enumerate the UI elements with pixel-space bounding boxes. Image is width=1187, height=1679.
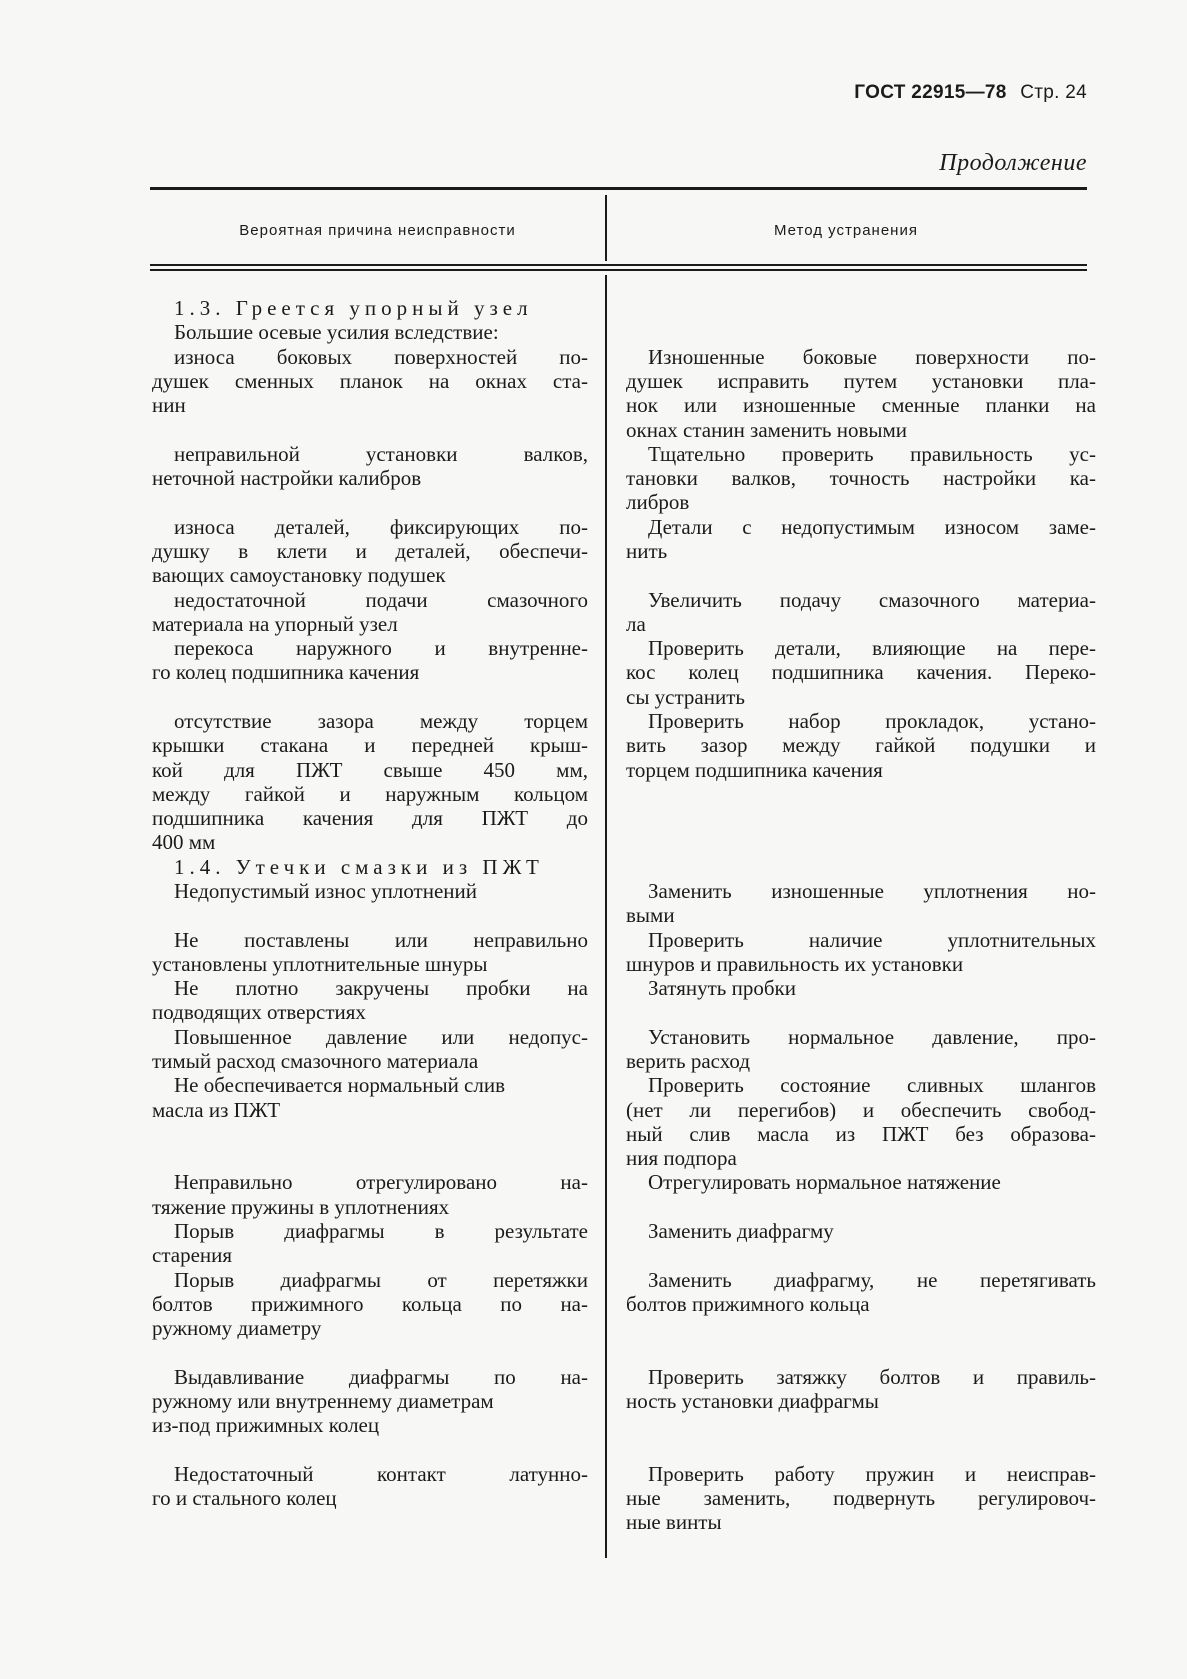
cause-line: Недопустимый износ уплотнений — [174, 879, 478, 903]
cause-line: неправильной установки валков, — [174, 442, 588, 466]
cause-line: Не плотно закручены пробки на — [174, 976, 588, 1000]
cause-line: Недостаточный контакт латунно- — [174, 1462, 588, 1486]
remedy-line: Заменить изношенные уплотнения но- — [648, 879, 1096, 903]
cause-line: Порыв диафрагмы от перетяжки — [174, 1268, 588, 1292]
cause-line: Не поставлены или неправильно — [174, 928, 588, 952]
remedy-line: Заменить диафрагму — [648, 1219, 834, 1243]
remedy-line: ния подпора — [626, 1146, 737, 1170]
remedy-line: (нет ли перегибов) и обеспечить свобод- — [626, 1098, 1096, 1122]
cause-line: тимый расход смазочного материала — [152, 1049, 479, 1073]
cause-line: кой для ПЖТ свыше 450 мм, — [152, 758, 588, 782]
cause-line: неточной настройки калибров — [152, 466, 422, 490]
cause-line: Не обеспечивается нормальный слив — [174, 1073, 506, 1097]
cause-line: вающих самоустановку подушек — [152, 563, 446, 587]
remedy-line: Затянуть пробки — [648, 976, 796, 1000]
remedy-line: болтов прижимного кольца — [626, 1292, 870, 1316]
remedy-line: ный слив масла из ПЖТ без образова- — [626, 1122, 1096, 1146]
cause-line: перекоса наружного и внутренне- — [174, 636, 588, 660]
remedy-line: Тщательно проверить правильность ус- — [648, 442, 1096, 466]
remedy-line: Проверить набор прокладок, устано- — [648, 709, 1096, 733]
cause-line: недостаточной подачи смазочного — [174, 588, 588, 612]
header-rule-lower — [150, 269, 1087, 271]
cause-line: тяжение пружины в уплотнениях — [152, 1195, 450, 1219]
remedy-line: Проверить наличие уплотнительных — [648, 928, 1096, 952]
remedy-line: кос колец подшипника качения. Переко- — [626, 660, 1096, 684]
cause-line: крышки стакана и передней крыш- — [152, 733, 588, 757]
remedy-line: тановки валков, точность настройки ка- — [626, 466, 1096, 490]
remedy-line: душек исправить путем установки пла- — [626, 369, 1096, 393]
cause-line: масла из ПЖТ — [152, 1098, 281, 1122]
remedy-line: ность установки диафрагмы — [626, 1389, 879, 1413]
remedy-line: выми — [626, 903, 675, 927]
cause-line: го и стального колец — [152, 1486, 337, 1510]
continuation-label: Продолжение — [939, 150, 1087, 176]
cause-line: Выдавливание диафрагмы по на- — [174, 1365, 588, 1389]
cause-line: болтов прижимного кольца по на- — [152, 1292, 588, 1316]
remedy-line: Детали с недопустимым износом заме- — [648, 515, 1096, 539]
cause-line: износа боковых поверхностей по- — [174, 345, 588, 369]
cause-line: износа деталей, фиксирующих по- — [174, 515, 588, 539]
cause-line: ружному диаметру — [152, 1316, 322, 1340]
header-rule-upper — [150, 264, 1087, 266]
cause-line: Большие осевые усилия вследствие: — [174, 320, 499, 344]
cause-line: душек сменных планок на окнах ста- — [152, 369, 588, 393]
remedy-line: ные заменить, подвернуть регулировоч- — [626, 1486, 1096, 1510]
cause-line: го колец подшипника качения — [152, 660, 420, 684]
cause-line: между гайкой и наружным кольцом — [152, 782, 588, 806]
page-number: Стр. 24 — [1020, 82, 1087, 103]
cause-line: материала на упорный узел — [152, 612, 398, 636]
remedy-line: ла — [626, 612, 646, 636]
cause-line: ружному или внутреннему диаметрам — [152, 1389, 494, 1413]
remedy-line: торцем подшипника качения — [626, 758, 883, 782]
column-header-cause: Вероятная причина неисправности — [239, 222, 516, 239]
cause-line: из-под прижимных колец — [152, 1413, 380, 1437]
cause-line: Порыв диафрагмы в результате — [174, 1219, 588, 1243]
section-heading-thrust-unit: 1.3. Греется упорный узел — [174, 296, 533, 320]
remedy-line: Проверить детали, влияющие на пере- — [648, 636, 1096, 660]
remedy-line: Заменить диафрагму, не перетягивать — [648, 1268, 1096, 1292]
cause-line: отсутствие зазора между торцем — [174, 709, 588, 733]
remedy-line: ные винты — [626, 1510, 722, 1534]
column-header-remedy: Метод устранения — [774, 222, 918, 239]
remedy-line: Увеличить подачу смазочного материа- — [648, 588, 1096, 612]
remedy-line: нок или изношенные сменные планки на — [626, 393, 1096, 417]
cause-line: установлены уплотнительные шнуры — [152, 952, 488, 976]
remedy-line: либров — [626, 490, 690, 514]
cause-line: нин — [152, 393, 186, 417]
remedy-line: окнах станин заменить новыми — [626, 418, 908, 442]
remedy-line: Изношенные боковые поверхности по- — [648, 345, 1096, 369]
cause-line: подводящих отверстиях — [152, 1000, 366, 1024]
remedy-line: нить — [626, 539, 668, 563]
remedy-line: верить расход — [626, 1049, 751, 1073]
cause-line: подшипника качения для ПЖТ до — [152, 806, 588, 830]
remedy-line: Проверить состояние сливных шлангов — [648, 1073, 1096, 1097]
document-code: ГОСТ 22915—78 — [854, 82, 1007, 103]
cause-line: душку в клети и деталей, обеспечи- — [152, 539, 588, 563]
remedy-line: сы устранить — [626, 685, 745, 709]
remedy-line: Проверить затяжку болтов и правиль- — [648, 1365, 1096, 1389]
cause-line: старения — [152, 1243, 233, 1267]
table-top-rule — [150, 187, 1087, 190]
cause-line: 400 мм — [152, 830, 216, 854]
section-heading-lubricant-leak: 1.4. Утечки смазки из ПЖТ — [174, 855, 544, 879]
cause-line: Неправильно отрегулировано на- — [174, 1170, 588, 1194]
remedy-line: Установить нормальное давление, про- — [648, 1025, 1096, 1049]
page-header — [854, 82, 1087, 104]
remedy-line: Проверить работу пружин и неисправ- — [648, 1462, 1096, 1486]
remedy-line: вить зазор между гайкой подушки и — [626, 733, 1096, 757]
remedy-line: Отрегулировать нормальное натяжение — [648, 1170, 1001, 1194]
cause-line: Повышенное давление или недопус- — [174, 1025, 588, 1049]
body-column-divider — [605, 275, 607, 1558]
remedy-line: шнуров и правильность их установки — [626, 952, 964, 976]
